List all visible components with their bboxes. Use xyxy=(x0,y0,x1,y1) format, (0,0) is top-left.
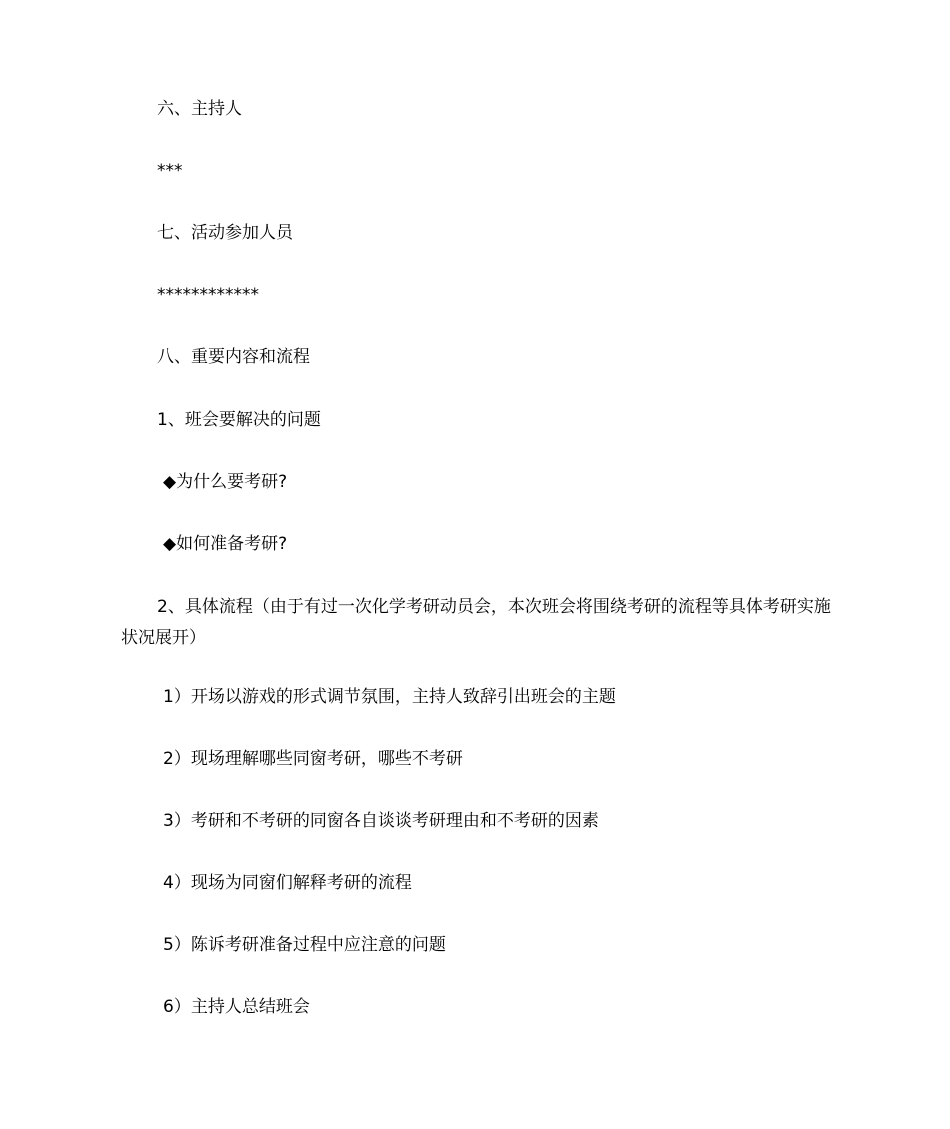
section-heading-content: 八、重要内容和流程 xyxy=(157,347,310,367)
step-item: 5）陈诉考研准备过程中应注意的问题 xyxy=(163,935,446,955)
bullet-item: ◆如何准备考研? xyxy=(163,534,288,554)
bullet-item: ◆为什么要考研? xyxy=(163,472,288,492)
step-item: 2）现场理解哪些同窗考研，哪些不考研 xyxy=(163,749,463,769)
section-heading-host: 六、主持人 xyxy=(157,99,242,119)
step-item: 6）主持人总结班会 xyxy=(163,997,310,1017)
step-item: 3）考研和不考研的同窗各自谈谈考研理由和不考研的因素 xyxy=(163,811,599,831)
section-body-participants: ************ xyxy=(157,285,259,305)
section-body-host: *** xyxy=(157,161,183,181)
item1-title: 1、班会要解决的问题 xyxy=(157,410,321,430)
step-item: 4）现场为同窗们解释考研的流程 xyxy=(163,873,412,893)
section-heading-participants: 七、活动参加人员 xyxy=(157,223,293,243)
item2-title: 2、具体流程（由于有过一次化学考研动员会，本次班会将围绕考研的流程等具体考研实施状况展开） xyxy=(121,597,831,648)
step-item: 1）开场以游戏的形式调节氛围，主持人致辞引出班会的主题 xyxy=(163,687,616,707)
